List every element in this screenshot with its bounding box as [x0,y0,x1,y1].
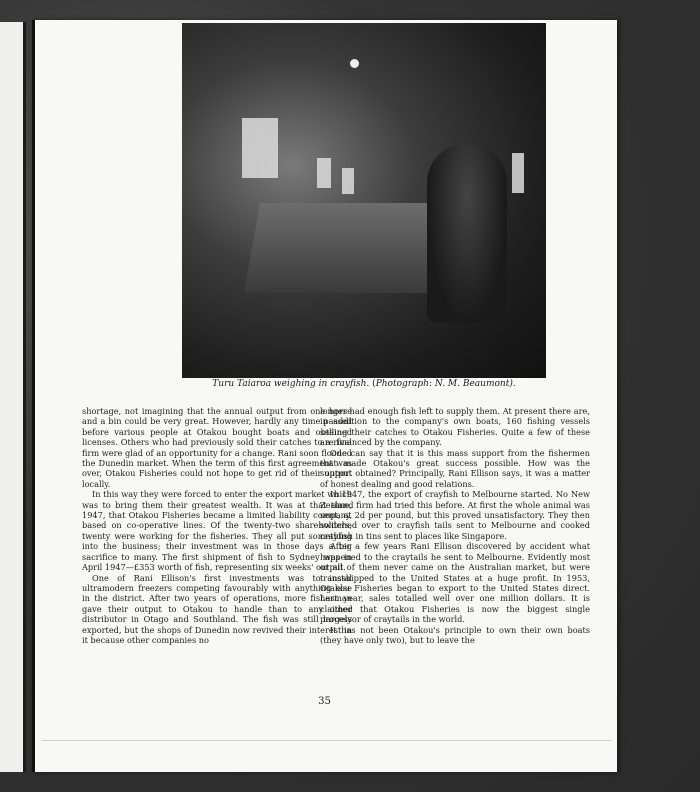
caption-credit-name: N. M. Beaumont). [432,379,516,389]
paragraph: After a few years Rani Ellison discovered by accident what happened to the craytails he sent to Melbourne. Evidently most or all of them never came on the Australian market, but were transshipped to the United States at a huge profit. In 1953, Otakou Fisheries began to export to the United States direct. Last year, sales totalled well over one million dollars. It is claimed that Otakou Fisheries is now the biggest single processor of craytails in the world. [320,541,590,625]
paragraph: It has not been Otakou's principle to own their own boats (they have only two), but to leave the [320,624,590,645]
paragraph: One can say that it is this mass support from the fishermen that made Otakou's great success possible. How was the support obtained? Principally, Rani Ellison says, it was a matter of honest dealing and good relations. [320,447,590,489]
caption-text: Turu Taiaroa weighing in crayfish. [212,379,370,389]
caption-credit-open: ( [372,379,376,389]
page-bottom-line [42,740,612,741]
caption-credit-sep: : [428,379,433,389]
paragraph: One of Rani Ellison's first investments was to instal ultramodern freezers competing favourably with anything else in the district. After two years of operations, more fisherman gave their output to Otakou to handle than to any other distributor in Otago and Southland. The fish was still largely exported, but the shops of Dunedin now revived their interest in it because other companies no [82,572,352,645]
photo-window [342,168,354,194]
photo-window [242,118,278,178]
photo-figure [427,143,507,323]
caption-credit-label: Photograph [375,379,429,389]
photograph [182,23,546,378]
page-left-edge [32,20,35,772]
paragraph: In this way they were forced to enter the export market which was to bring them their greatest wealth. It was at that time, 1947, that Otakou Fisheries became a limited liability company, based on co-operative lines. Of the twenty-two shareholders, twenty were working for the fisheries. They all put something into the business; their investment was in those days a big sacrifice to many. The first shipment of fish to Sydney was in April 1947—£353 worth of fish, representing six weeks' output. [82,489,352,573]
paragraph: longer had enough fish left to supply them. At present there are, in addition to the company's own boats, 160 fishing vessels selling their catches to Otakou Fisheries. Quite a few of these are financed by the company. [320,406,590,448]
photo-lamp [350,59,359,68]
page-number: 35 [318,696,331,707]
binding-shadow [23,22,26,772]
text-column-right [320,406,590,645]
paragraph: shortage, not imagining that the annual output from one horse and a bin could be very great. However, hardly any time passed before various people at Otakou bought boats and obtained licenses. Others who had previously sold their catches to a rival firm were glad of an opportunity for a change. Rani soon flooded the Dunedin market. When the term of this first agreement was over, Otakou Fisheries could not hope to get rid of their output locally. [82,406,352,489]
magazine-page [32,20,617,772]
paragraph: In 1947, the export of crayfish to Melbourne started. No New Zealand firm had tried this before. At first the whole animal was sent, at 2d per pound, but this proved unsatisfactory. They then switched over to crayfish tails sent to Melbourne and cooked crayfish in tins sent to places like Singapore. [320,489,590,541]
photo-window [317,158,331,188]
photo-caption [182,379,546,389]
photo-window [512,153,524,193]
facing-page-edge [0,22,26,772]
text-column-left [82,406,352,645]
